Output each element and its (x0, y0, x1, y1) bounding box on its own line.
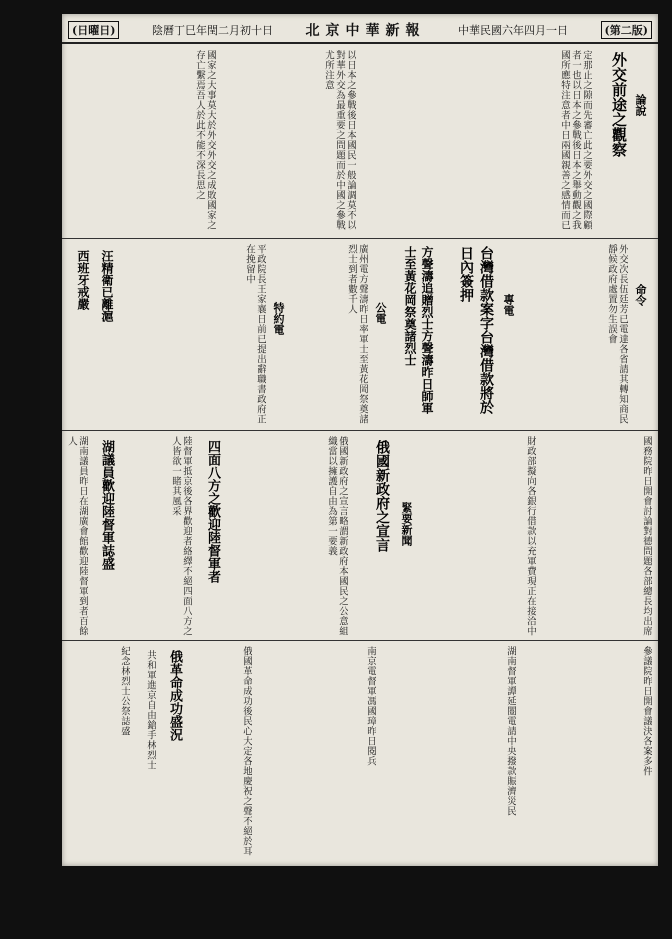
section-label-dispatch: 專電 (502, 294, 515, 316)
headline-hunan-welcome: 湖議員歡迎陸督軍誌盛 (99, 440, 114, 570)
article-column: 平政院長王家襄日前已提出辭職書政府正在挽留中 (244, 244, 266, 424)
republic-date: 中華民國六年四月一日 (458, 24, 569, 37)
tier-rule (62, 238, 658, 239)
section-label-editorial: 論說 (634, 94, 647, 116)
article-column: 湖南議員昨日在湖廣會館歡迎陸督軍到者百餘人 (66, 436, 88, 636)
headline-russian-declaration: 俄國新政府之宣言 (374, 440, 390, 552)
article-column: 定那止之隙而先審亡此之要外交之國際顧者一也以日本之參戰後日本之舉動觀之我國所應特注意者中日兩國親善之感情而已 (559, 50, 592, 230)
article-column: 廣州電方聲濤昨日率軍士至黃花岡祭奠諸烈士到者數千人 (346, 244, 368, 424)
article-column: 南京電督軍馮國璋昨日閱兵 (365, 646, 376, 766)
section-label-public-telegram: 公電 (374, 302, 387, 324)
weekday-label: (日曜日) (68, 21, 119, 39)
section-label-news: 緊要新聞 (400, 502, 413, 546)
page-number: (第二版) (601, 21, 652, 39)
article-column: 外交次長伍廷芳已電達各省請其轉知商民靜候政府處置勿生誤會 (606, 244, 628, 424)
article-column: 陸督軍抵京後各界歡迎者絡繹不絕四面八方之人皆欲一睹其風采 (170, 436, 192, 636)
tier-rule (62, 430, 658, 431)
masthead (62, 18, 658, 44)
tier-rule (62, 640, 658, 641)
lunar-date: 陰曆丁巳年閏二月初十日 (151, 24, 273, 37)
headline-wang-jingwei: 汪精衛已離滬 (100, 250, 114, 322)
headline-foreign-affairs: 外交前途之觀察 (610, 52, 628, 157)
article-column: 俄國革命成功後民心大定各地慶祝之聲不絕於耳 (241, 646, 252, 856)
headline-fang-shengtao: 方聲濤追贈烈士方聲濤昨日師軍士至黃花岡祭奠諸烈士 (403, 246, 434, 414)
section-label-special: 特約電 (272, 302, 285, 335)
article-column: 紀念林烈士公祭誌盛 (119, 646, 130, 736)
article-column: 財政部擬向各銀行借款以充軍費現正在接洽中 (525, 436, 536, 636)
section-label-orders: 命令 (634, 284, 647, 306)
page-edge-shadow (40, 230, 62, 620)
newspaper-title: 北京中華新報 (305, 23, 426, 39)
article-column: 參議院昨日開會議決各案多件 (641, 646, 652, 776)
article-column: 共和軍進京自由鎗手林烈士 (145, 650, 156, 770)
headline-russian-revolution: 俄革命成功盛況 (167, 650, 182, 741)
article-column: 國務院昨日開會討論對德問題各部總長均出席 (641, 436, 652, 636)
headline-welcome-lu: 四面八方之歡迎陸督軍者 (205, 440, 220, 583)
headline-spain-martial-law: 西班牙戒嚴 (76, 250, 90, 310)
headline-taiwan-loan: 台灣借款案字台灣借款將於日內簽押 (458, 246, 494, 414)
article-column: 以日本之參戰後日本國民一般論調莫不以對華外交為最重要之問題而於中國之參戰尤所注意 (323, 50, 356, 230)
article-column: 俄國新政府之宣言略謂新政府本國民之公意組織當以擁護自由為第一要義 (326, 436, 348, 636)
article-column: 湖南督軍譚延闓電請中央撥款賑濟災民 (505, 646, 516, 816)
article-column: 國家之大事莫大於外交外交之成敗國家之存亡繫焉吾人於此不能不深長思之 (194, 50, 216, 230)
